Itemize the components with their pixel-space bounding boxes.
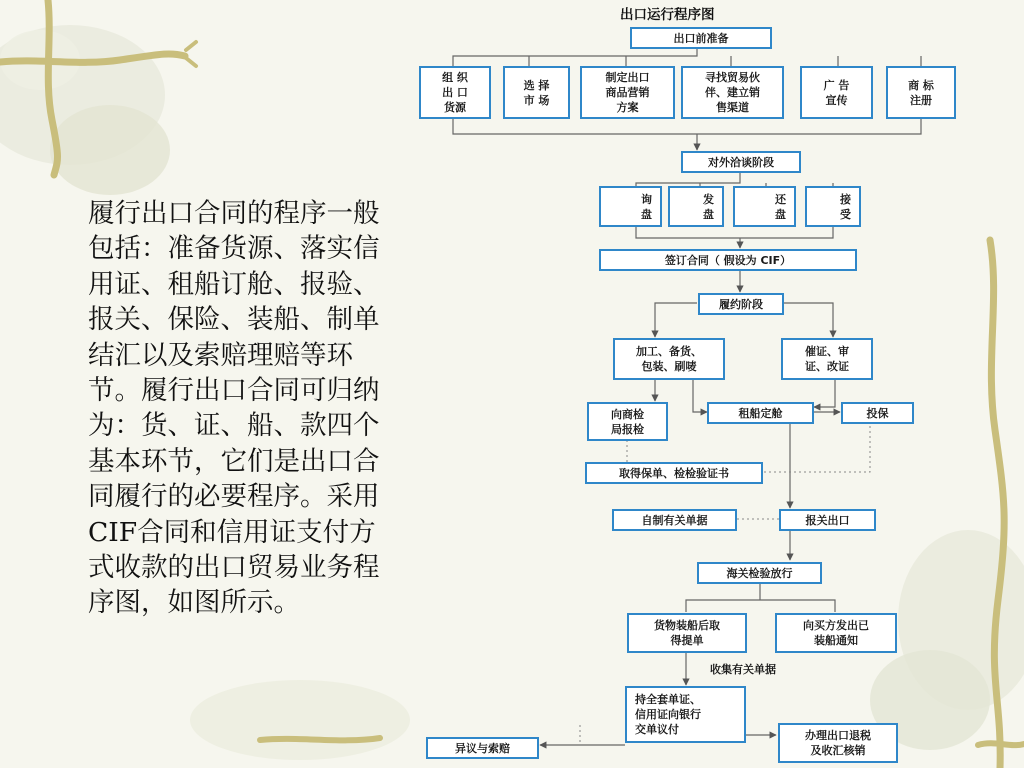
stage-negotiate-box: 对外洽谈阶段 bbox=[681, 151, 801, 173]
customs-declare-box: 报关出口 bbox=[779, 509, 876, 531]
stage-perform-box: 履约阶段 bbox=[698, 293, 784, 315]
prep-item-advertising: 广 告 宣传 bbox=[800, 66, 873, 119]
inspection-apply-box: 向商检 局报检 bbox=[587, 402, 668, 441]
prep-item-partners-channels: 寻找贸易伙 伴、建立销 售渠道 bbox=[681, 66, 784, 119]
diagram-title: 出口运行程序图 bbox=[620, 7, 715, 23]
ship-notice-box: 向买方发出已 装船通知 bbox=[775, 613, 897, 653]
negotiate-offer: 发 盘 bbox=[668, 186, 724, 227]
bank-present-box: 持全套单证、 信用证向银行 交单议付 bbox=[625, 686, 746, 743]
tax-refund-box: 办理出口退税 及收汇核销 bbox=[778, 723, 898, 763]
prep-item-trademark: 商 标 注册 bbox=[886, 66, 956, 119]
sign-contract-box: 签订合同（ 假设为 CIF） bbox=[599, 249, 857, 271]
goods-prep-box: 加工、备货、 包装、刷唛 bbox=[613, 338, 725, 380]
prep-item-select-market: 选 择 市 场 bbox=[503, 66, 570, 119]
bill-of-lading-box: 货物装船后取 得提单 bbox=[627, 613, 747, 653]
stage-prepare-box: 出口前准备 bbox=[630, 27, 772, 49]
negotiate-counter-offer: 还 盘 bbox=[733, 186, 796, 227]
self-docs-box: 自制有关单据 bbox=[612, 509, 737, 531]
customs-release-box: 海关检验放行 bbox=[697, 562, 822, 584]
negotiate-inquiry: 询 盘 bbox=[599, 186, 662, 227]
claims-box: 异议与索赔 bbox=[426, 737, 539, 759]
slide-body-text: 履行出口合同的程序一般包括：准备货源、落实信用证、租船订舱、报验、报关、保险、装船、制单结汇以及索赔理赔等环节。履行出口合同可归纳为：货、证、船、款四个基本环节，它们是出口合同履行的必要程序。采用CIF合同和信用证支付方式收款的出口贸易业务程序图，如图所示。 bbox=[88, 198, 380, 619]
prep-item-marketing-plan: 制定出口 商品营销 方案 bbox=[580, 66, 675, 119]
obtain-docs-box: 取得保单、检检验证书 bbox=[585, 462, 763, 484]
collect-docs-label: 收集有关单据 bbox=[710, 663, 776, 676]
negotiate-acceptance: 接 受 bbox=[805, 186, 861, 227]
charter-box: 租船定舱 bbox=[707, 402, 814, 424]
insure-box: 投保 bbox=[841, 402, 914, 424]
lc-check-box: 催证、审 证、改证 bbox=[781, 338, 873, 380]
prep-item-source-goods: 组 织 出 口 货源 bbox=[419, 66, 491, 119]
